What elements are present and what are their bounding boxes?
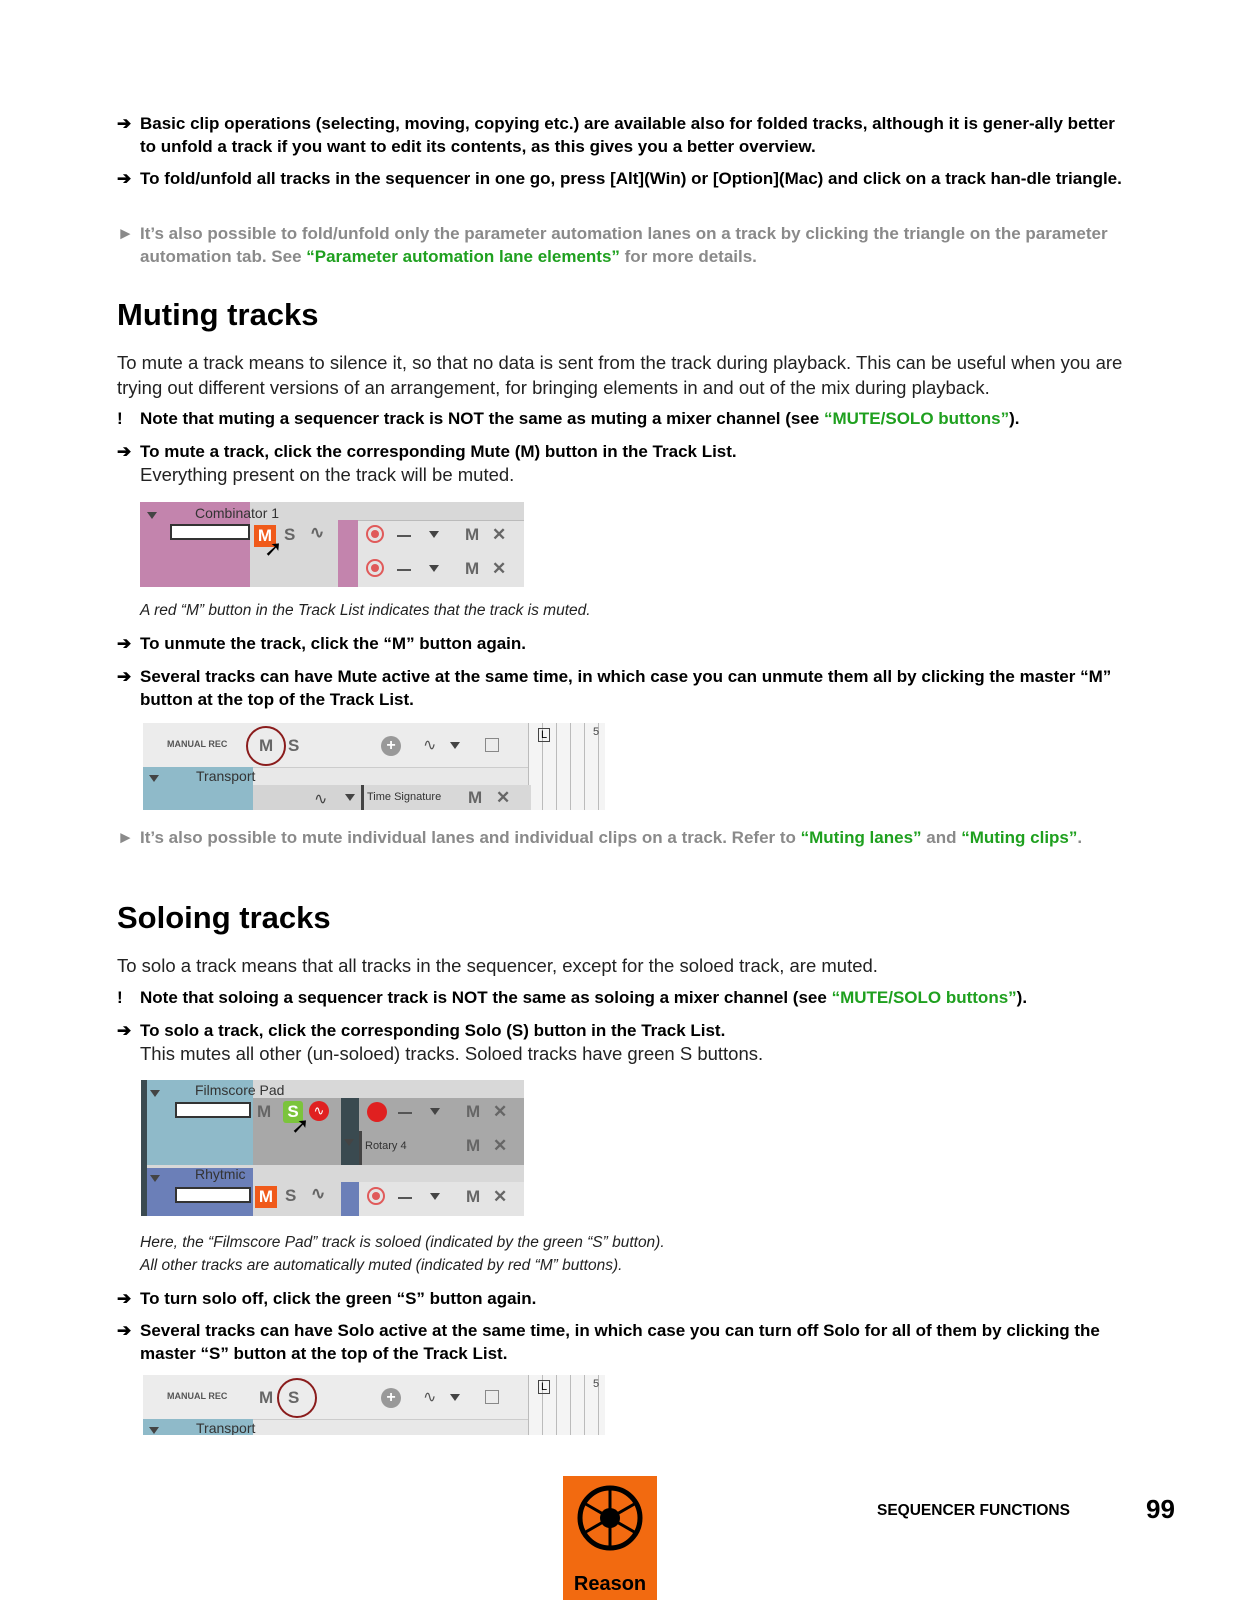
soloing-note [117,986,1127,1009]
master-solo-button[interactable]: S [288,736,300,755]
bullet-fold-all [117,167,1127,190]
lane-label: Rotary 4 [365,1140,407,1152]
lane-mute-button[interactable]: M [466,1187,481,1206]
tip-muting-lanes [117,826,1127,849]
wave-icon[interactable]: ∿ [311,1184,326,1203]
logo-wordmark: Reason [573,1573,647,1595]
track-name: Transport [196,768,256,784]
lane-color-strip [341,1182,359,1216]
reason-logo [563,1476,657,1600]
lane-delete-icon[interactable]: ✕ [492,559,507,578]
dropdown-arrow-icon[interactable] [430,1108,440,1115]
caption-soloed-line-1: Here, the “Filmscore Pad” track is soloed (indicated by the green “S” button). [140,1234,665,1251]
dropdown-arrow-icon[interactable] [429,531,439,538]
mute-button-active[interactable]: M [254,525,276,547]
note-text: Note that muting a sequencer track is NOT the same as muting a mixer channel (see [140,409,824,428]
arrow-marker: ➔ [117,169,132,188]
link-mute-solo-buttons[interactable]: “MUTE/SOLO buttons” [831,988,1017,1007]
device-icon [175,1187,251,1203]
tip-marker: ► [117,828,134,847]
highlight-circle [246,726,286,766]
tip-automation-lanes [117,222,1127,268]
manual-rec-label: MANUAL REC [167,739,228,749]
caption-soloed-line-2: All other tracks are automatically muted (indicated by red “M” buttons). [140,1257,623,1274]
tip-text-and: and [921,828,962,847]
grid-icon[interactable] [485,738,499,752]
track-name: Transport [196,1420,256,1435]
muting-paragraph: To mute a track means to silence it, so that no data is sent from the track during playback. This can be useful when you are trying out different versions of an arrangement, for bringing elements in and out of the mix during playback. [117,352,1123,398]
step-subtext: Everything present on the track will be muted. [140,464,515,485]
bullet-clip-operations [117,112,1127,158]
reason-emblem-icon [563,1476,657,1566]
soloing-step-1 [117,1019,1127,1065]
bar-number: 5 [593,726,600,738]
mouse-cursor-icon: ➚ [264,536,283,561]
dropdown-arrow-icon[interactable] [429,565,439,572]
fold-triangle-icon[interactable] [147,512,157,519]
track-name-rhytmic: Rhytmic [195,1166,246,1182]
record-icon[interactable] [366,559,384,577]
solo-button[interactable]: S [284,525,296,544]
fold-triangle-icon[interactable] [149,775,159,782]
lane-delete-icon[interactable]: ✕ [492,525,507,544]
dash-icon [397,535,411,537]
highlight-circle [277,1378,317,1418]
lane-delete-icon[interactable]: ✕ [496,788,511,807]
caption-muted: A red “M” button in the Track List indicates that the track is muted. [140,602,591,619]
step-subtext: This mutes all other (un-soloed) tracks. Soloed tracks have green S buttons. [140,1043,764,1064]
tip-text-end: for more details. [619,247,757,266]
lane-delete-icon[interactable]: ✕ [493,1136,508,1155]
lane-mute-button[interactable]: M [466,1136,481,1155]
page-number: 99 [1146,1494,1175,1524]
note-text: Note that soloing a sequencer track is NOT the same as soloing a mixer channel (see [140,988,832,1007]
bar-number: 5 [593,1378,600,1390]
fold-triangle-icon[interactable] [150,1175,160,1182]
bullet-text: Basic clip operations (selecting, moving, copying etc.) are available also for folded tracks, although it is gener-ally better to unfold a track if you want to edit its contents, as this gives you a better overview. [140,114,1115,156]
arrow-marker: ➔ [117,1021,132,1040]
link-parameter-automation[interactable]: “Parameter automation lane elements” [306,247,620,266]
muting-step-2 [117,632,1127,655]
wave-icon[interactable]: ∿ [309,1101,329,1121]
add-track-icon[interactable]: + [381,736,401,756]
heading-soloing-tracks: Soloing tracks [117,900,331,935]
note-marker: ! [117,409,123,428]
note-marker: ! [117,988,123,1007]
solo-button-active[interactable]: S [283,1101,303,1123]
step-text: Several tracks can have Solo active at the same time, in which case you can turn off Solo for all of them by clicking the master “S” button at the top of the Track List. [140,1321,1100,1363]
muting-step-3 [117,665,1127,711]
dash-icon [398,1112,412,1114]
lane-mute-button[interactable]: M [466,1102,481,1121]
track-name: Combinator 1 [195,505,280,521]
lane-label: Time Signature [367,791,442,803]
device-icon [170,524,250,540]
muting-step-1 [117,440,1127,486]
mouse-cursor-icon: ➚ [291,1113,310,1138]
screenshot-master-solo [143,1375,605,1435]
tip-text-end: . [1077,828,1083,847]
tip-marker: ► [117,224,134,243]
screenshot-muted-track [140,502,524,587]
grid-icon[interactable] [485,1390,499,1404]
mute-button[interactable]: M [257,1102,272,1121]
soloing-step-2 [117,1287,1127,1310]
track-name-filmscore: Filmscore Pad [195,1082,285,1098]
soloing-step-3 [117,1319,1127,1365]
step-text: To turn solo off, click the green “S” button again. [140,1289,537,1308]
dropdown-arrow-icon[interactable] [430,1193,440,1200]
arrow-marker: ➔ [117,442,132,461]
arrow-marker: ➔ [117,1321,132,1340]
arrow-marker: ➔ [117,634,132,653]
note-text-end: ). [1016,988,1028,1007]
muting-note [117,407,1127,430]
fold-triangle-icon[interactable] [150,1090,160,1097]
record-icon[interactable] [366,525,384,543]
manual-rec-label: MANUAL REC [167,1391,228,1401]
dropdown-arrow-icon[interactable] [450,742,460,749]
fold-triangle-icon[interactable] [149,1427,159,1434]
step-text: To unmute the track, click the “M” button again. [140,634,526,653]
master-solo-button[interactable]: S [288,1388,300,1407]
device-icon [175,1102,251,1118]
tip-text: It’s also possible to mute individual lanes and individual clips on a track. Refer to [140,828,801,847]
lane-color-strip [338,520,358,587]
arrow-marker: ➔ [117,667,132,686]
locator-left-marker[interactable]: L [538,728,550,742]
dropdown-arrow-icon[interactable] [345,794,355,801]
dropdown-arrow-icon[interactable] [450,1394,460,1401]
link-muting-clips[interactable]: “Muting clips” [961,828,1078,847]
soloing-paragraph: To solo a track means that all tracks in the sequencer, except for the soloed track, are muted. [117,955,878,976]
record-icon[interactable] [367,1102,387,1122]
screenshot-master-mute [143,723,605,810]
wave-icon[interactable]: ∿ [310,523,325,542]
wave-icon[interactable]: ∿ [423,737,437,754]
add-track-icon[interactable]: + [381,1388,401,1408]
lane-color-strip [341,1098,359,1165]
lane-mute-button[interactable]: M [465,525,480,544]
lane-delete-icon[interactable]: ✕ [493,1102,508,1121]
locator-left-marker[interactable]: L [538,1380,550,1394]
link-muting-lanes[interactable]: “Muting lanes” [800,828,922,847]
solo-button[interactable]: S [285,1186,297,1205]
dash-icon [398,1197,412,1199]
lane-mute-button[interactable]: M [468,788,483,807]
step-text: Several tracks can have Mute active at the same time, in which case you can unmute them all by clicking the master “M” button at the top of the Track List. [140,667,1112,709]
dash-icon [397,569,411,571]
footer-section-title: SEQUENCER FUNCTIONS [877,1502,1070,1519]
master-mute-button[interactable]: M [259,1388,274,1407]
arrow-marker: ➔ [117,1289,132,1308]
fold-triangle-icon[interactable] [344,1139,354,1146]
bullet-text: To fold/unfold all tracks in the sequencer in one go, press [Alt](Win) or [Option](Mac) and click on a track han-dle triangle. [140,169,1122,188]
master-mute-button[interactable]: M [259,736,274,755]
wave-icon[interactable]: ∿ [423,1389,437,1406]
record-icon[interactable] [367,1187,385,1205]
lane-delete-icon[interactable]: ✕ [493,1187,508,1206]
mute-button-active[interactable]: M [255,1186,277,1208]
link-mute-solo-buttons[interactable]: “MUTE/SOLO buttons” [823,409,1010,428]
lane-mute-button[interactable]: M [465,559,480,578]
screenshot-soloed-track [141,1080,524,1216]
note-text-end: ). [1009,409,1020,428]
wave-icon[interactable]: ∿ [314,791,328,808]
arrow-marker: ➔ [117,114,132,133]
heading-muting-tracks: Muting tracks [117,297,319,332]
step-text: To mute a track, click the corresponding Mute (M) button in the Track List. [140,442,737,461]
tip-text: It’s also possible to fold/unfold only the parameter automation lanes on a track by clicking the triangle on the parameter automation tab. See [140,224,1108,266]
step-text: To solo a track, click the corresponding Solo (S) button in the Track List. [140,1021,726,1040]
